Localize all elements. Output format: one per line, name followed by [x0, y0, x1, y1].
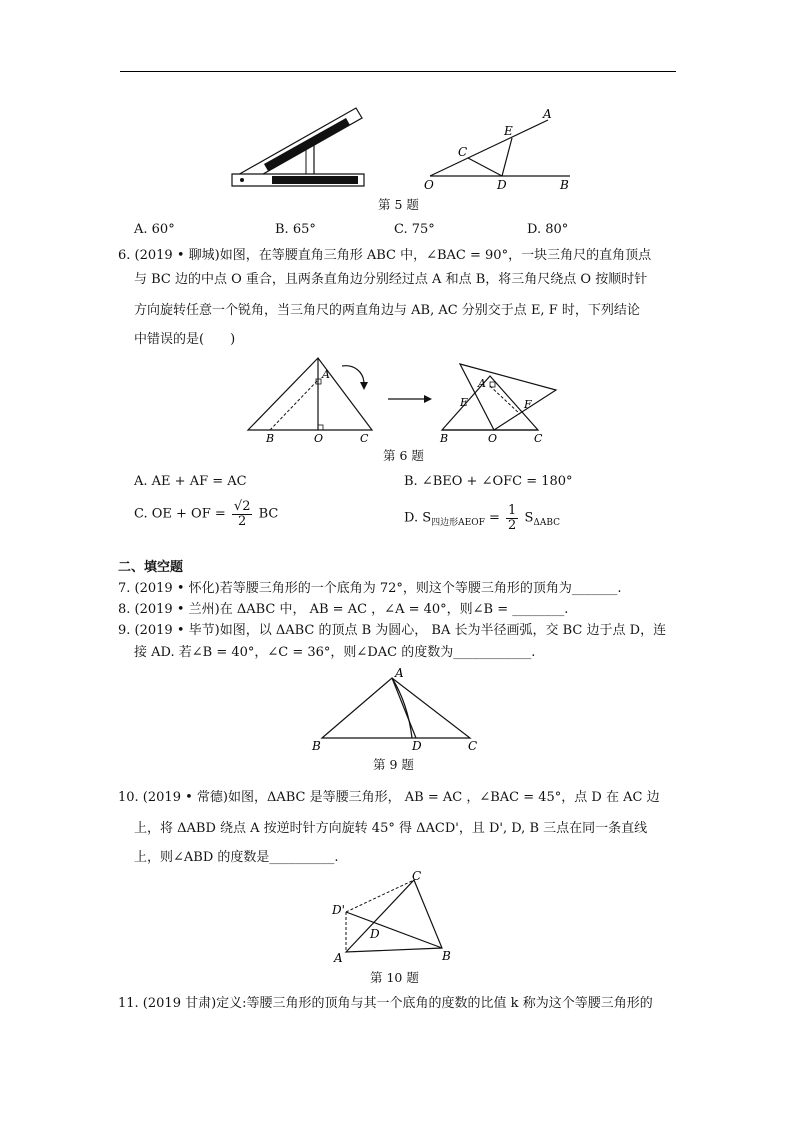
q6-option-d-eq: =: [484, 510, 505, 526]
q6-right-label-B: B: [440, 432, 449, 444]
q9-label-C: C: [468, 739, 478, 753]
q6-transform-arrow: [386, 394, 434, 404]
q6-option-d: [404, 504, 560, 532]
q6-option-d-prefix: D. S: [404, 510, 432, 526]
q5-caption: 第 5 题: [378, 197, 419, 212]
q6-option-d-denominator: 2: [508, 517, 517, 533]
q5-label-O: O: [424, 178, 434, 192]
q6-left-label-B: B: [266, 432, 275, 444]
q6-left-label-A: A: [322, 368, 330, 381]
q8-text: 8. (2019 • 兰州)在 ΔABC 中， AB = AC ，∠A = 40°，则∠B = ________.: [118, 602, 569, 617]
q6-right-label-E: E: [460, 396, 469, 409]
q6-option-c-fraction: [232, 500, 253, 528]
q6-line-3: 方向旋转任意一个锐角，当三角尺的两直角边与 AB, AC 分别交于点 E, F 时，下列结论: [134, 303, 640, 318]
q6-right-label-A: A: [478, 377, 486, 390]
q10-label-A: A: [334, 951, 343, 964]
q6-rotate-arrow: [338, 362, 370, 392]
q10-label-D: D: [370, 927, 380, 941]
q5-label-A: A: [543, 107, 552, 121]
q6-option-b: B. ∠BEO + ∠OFC = 180°: [404, 474, 573, 489]
q6-option-d-s: S: [524, 510, 534, 526]
q5-option-a: A. 60°: [134, 222, 175, 237]
q5-label-C: C: [458, 145, 468, 159]
q5-label-B: B: [560, 178, 569, 192]
q10-label-B: B: [442, 949, 451, 963]
q5-option-d: D. 80°: [527, 222, 569, 237]
q7-text: 7. (2019 • 怀化)若等腰三角形的一个底角为 72°，则这个等腰三角形的顶角为_______.: [118, 581, 622, 596]
q5-option-c: C. 75°: [394, 222, 435, 237]
q5-label-D: D: [497, 178, 507, 192]
q6-left-label-C: C: [360, 432, 369, 444]
q6-option-d-sub1: 四边形AEOF: [431, 518, 485, 529]
q10-line-3: 上，则∠ABD 的度数是__________.: [134, 850, 339, 865]
q6-figure-right: [438, 358, 568, 444]
q6-option-c-numerator: √2: [233, 499, 251, 514]
q6-left-label-O: O: [314, 432, 324, 444]
q6-right-label-F: F: [524, 398, 532, 411]
q9-line-1: 9. (2019 • 毕节)如图，以 ΔABC 的顶点 B 为圆心， BA 长为半径画弧，交 BC 边于点 D，连: [118, 623, 667, 638]
section-2-title: 二、填空题: [118, 560, 184, 575]
q6-option-c-suffix: BC: [258, 506, 279, 522]
q6-option-d-sub2: ΔABC: [533, 518, 561, 529]
q5-option-b: B. 65°: [275, 222, 316, 237]
q9-label-A: A: [395, 666, 404, 680]
q6-option-c-denominator: 2: [238, 513, 247, 529]
q6-right-label-O: O: [488, 432, 498, 444]
q5-ruler-figure: [228, 104, 368, 190]
q6-line-1: 6. (2019 • 聊城)如图，在等腰直角三角形 ABC 中，∠BAC = 90°，一块三角尺的直角顶点: [118, 248, 652, 263]
q5-label-E: E: [504, 124, 513, 138]
q10-line-2: 上，将 ΔABD 绕点 A 按逆时针方向旋转 45° 得 ΔACD'，且 D', D, B 三点在同一条直线: [134, 821, 648, 836]
q11-line-1: 11. (2019 甘肃)定义:等腰三角形的顶角与其一个底角的度数的比值 k 称为这个等腰三角形的: [118, 996, 653, 1011]
q10-label-C: C: [412, 869, 422, 883]
q9-label-B: B: [312, 739, 321, 753]
header-rule: [120, 71, 676, 72]
q6-line-2: 与 BC 边的中点 O 重合，且两条直角边分别经过点 A 和点 B，将三角尺绕点 O 按顺时针: [134, 272, 648, 287]
q6-option-c-prefix: C. OE + OF =: [134, 506, 226, 522]
q6-option-d-fraction: [506, 504, 518, 532]
q6-option-c: [134, 500, 278, 528]
q9-line-2: 接 AD. 若∠B = 40°，∠C = 36°，则∠DAC 的度数为____________.: [134, 645, 536, 660]
q6-option-d-numerator: 1: [508, 503, 517, 518]
q9-caption: 第 9 题: [373, 757, 414, 772]
q9-figure: [308, 664, 488, 754]
q10-figure: [328, 868, 458, 964]
q9-label-D: D: [412, 739, 422, 753]
q6-caption: 第 6 题: [383, 448, 424, 463]
q6-line-4: 中错误的是( ): [134, 332, 236, 347]
q6-option-a: A. AE + AF = AC: [134, 474, 247, 489]
q5-angle-figure: [420, 104, 580, 194]
q10-caption: 第 10 题: [370, 970, 419, 985]
q10-line-1: 10. (2019 • 常德)如图，ΔABC 是等腰三角形， AB = AC ，∠BAC = 45°，点 D 在 AC 边: [118, 790, 660, 805]
q10-label-D-prime: D': [332, 903, 345, 917]
q6-right-label-C: C: [534, 432, 543, 444]
